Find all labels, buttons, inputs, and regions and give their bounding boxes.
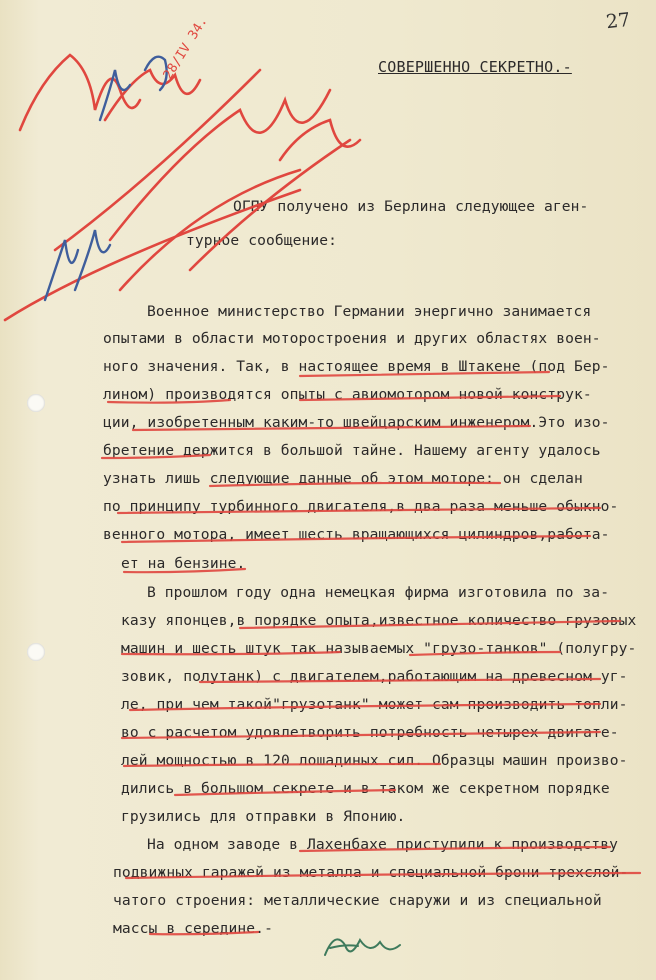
paragraph1-line: лином) производятся опыты с авиомотором новой конструк- (103, 386, 592, 403)
paragraph1-line: ет на бензине. (121, 555, 246, 572)
paragraph1-line: ного значения. Так, в настоящее время в Штакене (под Бер- (103, 358, 610, 375)
paragraph3-line: массы в середине.- (113, 920, 273, 937)
paragraph3-line: подвижных гаражей из металла и специальной брони трехслой- (113, 864, 629, 881)
red-pencil-marks (5, 55, 360, 320)
paragraph2-line: зовик, полутанк) с двигателем,работающим на древесном уг- (121, 668, 628, 685)
paragraph2-line: казу японцев,в порядке опыта,известное количество грузовых (121, 612, 637, 629)
paragraph1-line: Военное министерство Германии энергично занимается (147, 303, 592, 320)
paragraph1-line: по принципу турбинного двигателя,в два раза меньше обыкно- (103, 498, 619, 515)
paragraph2-line: ле, при чем такой"грузотанк" может сам производить топли- (121, 696, 628, 713)
paragraph2-line: грузились для отправки в Японию. (121, 808, 406, 825)
paragraph2-line: лей мощностью в 120 лошадиных сил. Образцы машин произво- (121, 752, 628, 769)
intro-line: турное сообщение: (186, 232, 338, 249)
page-number: 27 (604, 8, 632, 34)
annotation-date: 28/IV 34. (160, 14, 211, 83)
paragraph1-line: опытами в области моторостроения и других областях воен- (103, 330, 601, 347)
classification-heading: СОВЕРШЕННО СЕКРЕТНО.- (378, 58, 572, 76)
paragraph2-line: В прошлом году одна немецкая фирма изготовила по за- (147, 584, 610, 601)
paragraph1-line: узнать лишь следующие данные об этом моторе: он сделан (103, 470, 583, 487)
paragraph2-line: во с расчетом удовлетворить потребность четырех двигате- (121, 724, 619, 741)
green-signature (325, 939, 400, 955)
intro-line: ОГПУ получено из Берлина следующее аген- (233, 198, 589, 215)
red-underlines (102, 372, 640, 934)
paragraph2-line: дились в большом секрете и в таком же секретном порядке (121, 780, 610, 797)
paragraph1-line: ции, изобретенным каким-то швейцарским инженером.Это изо- (103, 414, 610, 431)
paragraph3-line: чатого строения: металлические снаружи и из специальной (113, 892, 602, 909)
paragraph2-line: машин и шесть штук так называемых "грузо-танков" (полугру- (121, 640, 637, 657)
paragraph1-line: бретение держится в большой тайне. Нашему агенту удалось (103, 442, 601, 459)
blue-pencil-marks (45, 57, 167, 300)
paragraph3-line: На одном заводе в Лахенбахе приступили к производству (147, 836, 618, 853)
paragraph1-line: венного мотора, имеет шесть вращающихся цилиндров,работа- (103, 526, 610, 543)
